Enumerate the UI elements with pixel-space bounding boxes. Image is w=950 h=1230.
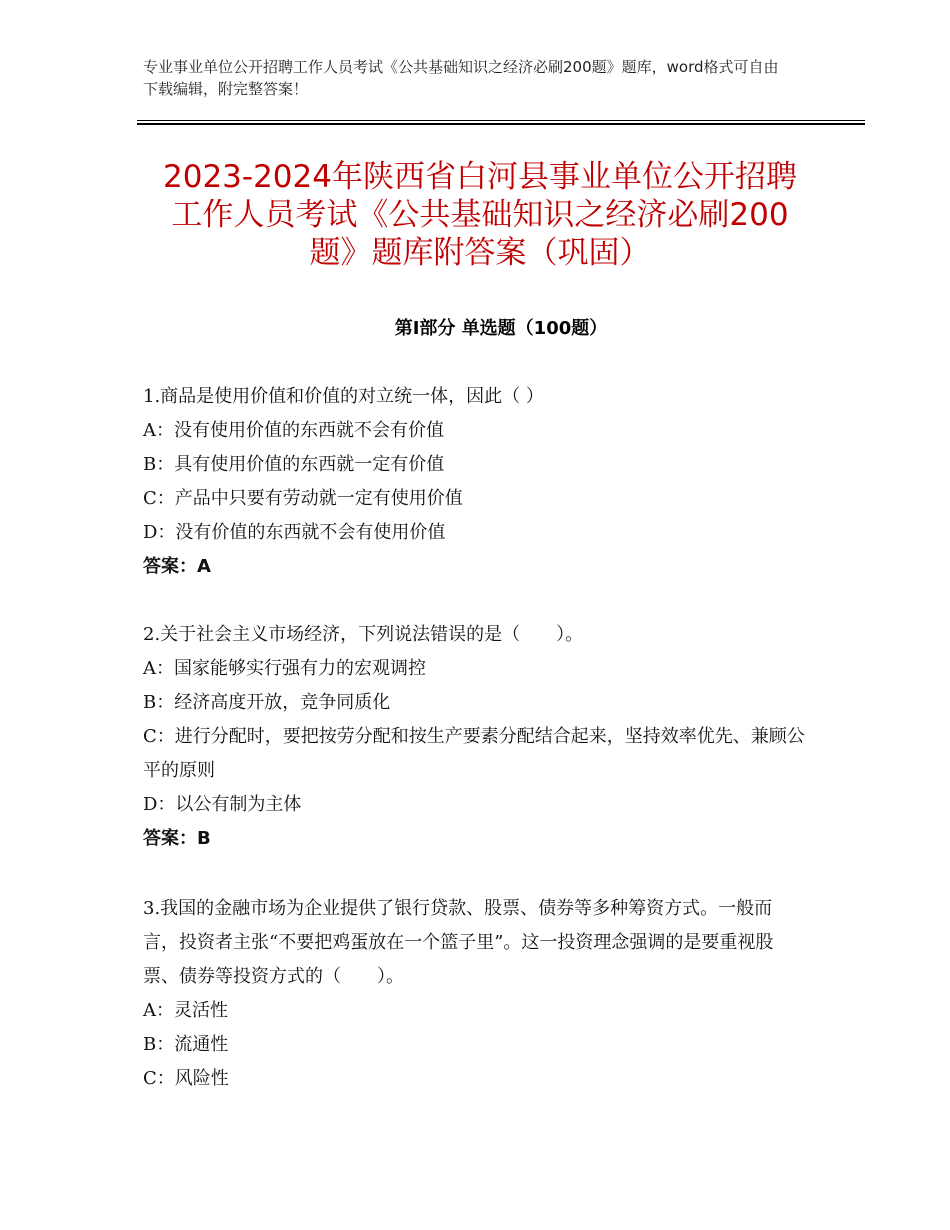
question-1 <box>143 380 808 584</box>
option-b: B：流通性 <box>143 1034 229 1055</box>
question-stem: 3.我国的金融市场为企业提供了银行贷款、股票、债券等多种筹资方式。一般而言，投资者主张“不要把鸡蛋放在一个篮子里”。这一投资理念强调的是要重视股票、债券等投资方式的（ ）。 <box>143 898 774 987</box>
header-rule-thick <box>137 123 865 125</box>
option-d: D：没有价值的东西就不会有使用价值 <box>143 522 446 543</box>
option-c: C：进行分配时，要把按劳分配和按生产要素分配结合起来，坚持效率优先、兼顾公平的原则 <box>143 726 805 781</box>
answer: 答案：B <box>143 828 211 849</box>
question-3 <box>143 892 808 1096</box>
answer: 答案：A <box>143 556 211 577</box>
question-stem: 1.商品是使用价值和价值的对立统一体，因此（ ） <box>143 386 544 407</box>
header-rule-thin <box>137 120 865 121</box>
option-b: B：经济高度开放，竞争同质化 <box>143 692 391 713</box>
option-a: A：没有使用价值的东西就不会有价值 <box>143 420 444 441</box>
question-2 <box>143 618 808 856</box>
document-title: 2023-2024年陕西省白河县事业单位公开招聘工作人员考试《公共基础知识之经济必刷200题》题库附答案（巩固） <box>163 159 797 271</box>
option-d: D：以公有制为主体 <box>143 794 302 815</box>
question-stem: 2.关于社会主义市场经济，下列说法错误的是（ ）。 <box>143 624 584 645</box>
header-note: 专业事业单位公开招聘工作人员考试《公共基础知识之经济必刷200题》题库，word格式可自由下载编辑，附完整答案！ <box>143 58 779 98</box>
option-a: A：国家能够实行强有力的宏观调控 <box>143 658 426 679</box>
option-a: A：灵活性 <box>143 1000 228 1021</box>
option-c: C：产品中只要有劳动就一定有使用价值 <box>143 488 463 509</box>
section-title: 第Ⅰ部分 单选题（100题） <box>394 318 608 339</box>
option-c: C：风险性 <box>143 1068 229 1089</box>
option-b: B：具有使用价值的东西就一定有价值 <box>143 454 445 475</box>
